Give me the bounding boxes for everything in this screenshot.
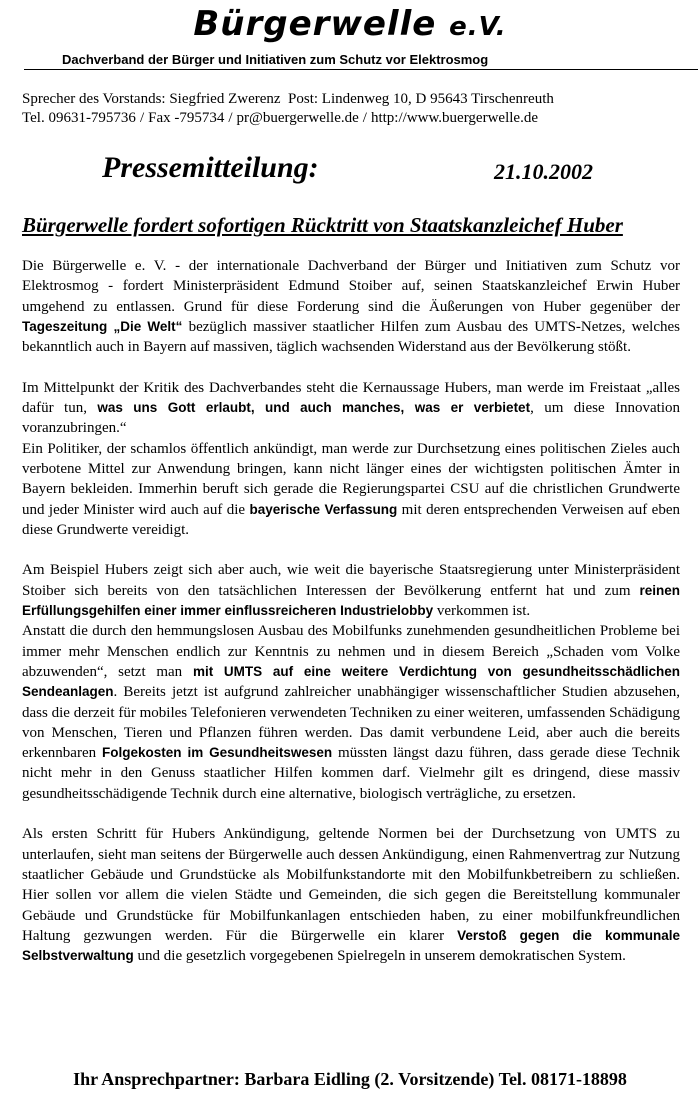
paragraph-text: verkommen ist. [433,603,531,620]
organization-name-text: Bürgerwelle [193,4,437,44]
paragraph-text: Ein Politiker, der schamlos öffentlich ankündigt, man werde zur Durchsetzung eines politischen Zieles auch verbotene Mittel zur Anwendung bringen, kann nicht länger eines der wichtigsten politischen Ämter in Bayern bekleiden. Immerhin beruft sich gerade die Regierungspartei CSU auf die christlichen Grundwerte und jeder Minister wird auch auf die [22,440,680,518]
contact-line-1 [22,89,692,109]
paragraph-text: mit deren entsprechenden Verweisen auf eben diese Grundwerte vereidigt. [22,501,681,538]
separator: / [228,110,233,126]
paragraph-bold: mit UMTS auf eine weitere Verdichtung von gesundheitsschädlichen Sendeanlagen [22,663,680,700]
contact-person-footer: Ihr Ansprechpartner: Barbara Eidling (2. Vorsitzende) Tel. 08171-18898 [73,1069,627,1089]
paragraph-text: Am Beispiel Hubers zeigt sich aber auch, wie weit die bayerische Staatsregierung unter Ministerpräsident Stoiber sich bereits von den tatsächlichen Interessen der Bevölkerung entfernt hat und zum [22,562,680,599]
separator: / [139,110,145,126]
paragraph-6 [22,824,680,966]
paragraph-bold: Folgekosten im Gesundheitswesen [102,745,333,761]
paragraph-text: und die gesetzlich vorgegebenen Spielregeln in unserem demokratischen System. [133,948,626,965]
paragraph-text: Anstatt die durch den hemmungslosen Ausbau des Mobilfunks zunehmenden gesundheitlichen Probleme bei immer mehr Menschen endlich zur Kenntnis zu nehmen und in diesem Bereich „Schaden vom Volke abzuwenden“, setzt man [22,623,680,680]
website-url: http://www.buergerwelle.de [370,110,538,126]
paragraph-2 [22,378,680,439]
paragraph-text: , um diese Innovation voranzubringen.“ [22,400,680,437]
paragraph-bold: Verstoß gegen die kommunale Selbstverwaltung [22,927,680,964]
organization-subtitle: Dachverband der Bürger und Initiativen zum Schutz vor Elektrosmog [62,52,489,67]
spokesperson: Sprecher des Vorstands: Siegfried Zwerenz [22,91,281,107]
paragraph-bold: reinen Erfüllungsgehilfen einer immer einflussreicheren Industrielobby [22,582,680,619]
organization-suffix: e.V. [449,12,507,42]
headline: Bürgerwelle fordert sofortigen Rücktritt von Staatskanzleichef Huber [22,213,623,237]
paragraph-bold: Tageszeitung „Die Welt“ [22,318,183,334]
paragraph-bold: was uns Gott erlaubt, und auch manches, was er verbietet [97,400,531,416]
paragraph-5 [22,621,680,804]
phone-number: Tel. 09631-795736 [22,110,136,126]
email-address: pr@buergerwelle.de [236,110,359,126]
paragraph-text: Als ersten Schritt für Hubers Ankündigung, geltende Normen bei der Durchsetzung von UMTS zu unterlaufen, sieht man seitens der Bürgerwelle auch dessen Ankündigung, einen Rahmenvertrag zur Nutzung staatlicher Gebäude und Grundstücke als Mobilfunkstandorte mit den Mobilfunkbetreibern zu schließen. Hier sollen vor allem die vielen Städte und Gemeinden, die sich gegen die Bereitstellung kommunaler Gebäude und Grundstücke für Mobilfunkanlagen entschieden haben, zu einer mobilfunkfreundlichen Haltung gezwungen werden. Für die Bürgerwelle ein klarer [22,826,680,944]
paragraph-text: Im Mittelpunkt der Kritik des Dachverbandes steht die Kernaussage Hubers, man werde im Freistaat „alles dafür tun, [22,379,680,417]
paragraph-bold: bayerische Verfassung [249,501,398,517]
press-release-title: Pressemitteilung: [102,151,319,184]
header-divider [24,69,698,70]
paragraph-3 [22,439,680,540]
postal-address: Post: Lindenweg 10, D 95643 Tirschenreuth [288,91,554,107]
paragraph-text: Die Bürgerwelle e. V. - der internationale Dachverband der Bürger und Initiativen zum Schutz vor Elektrosmog - fordert Ministerpräsident Edmund Stoiber auf, seinen Staatskanzleichef Erwin Huber umgehend zu entlassen. Grund für diese Forderung sind die Äußerungen von Huber gegenüber der [22,258,680,315]
separator: / [362,110,367,126]
article-body [22,256,680,966]
paragraph-text: bezüglich massiver staatlicher Hilfen zum Ausbau des UMTS-Netzes, welches bekanntlich auch in Bayern auf massiven, täglich wachsenden Widerstand aus der Bevölkerung stößt. [22,318,680,356]
press-release-date: 21.10.2002 [494,159,593,184]
fax-number: Fax -795734 [148,110,225,126]
contact-line-2 [22,108,692,128]
paragraph-text: müssten längst dazu führen, dass gerade diese Technik nicht mehr in den Genuss staatlicher Hilfen kommen darf. Vielmehr gilt es dringend, diese massiv gesundheitsschädigende Technik durch eine alternative, biologisch verträgliche, zu ersetzen. [22,745,680,802]
organization-name [0,4,700,47]
paragraph-text: . Bereits jetzt ist aufgrund zahlreicher unabhängiger wissenschaftlicher Studien abzusehen, dass die derzeit für mobiles Telefonieren verwendeten Techniken zu einer weiteren, umfassenden Schädigung von Menschen, Tieren und Pflanzen führen werden. Das damit verbundene Leid, aber auch die bereits erkennbaren [22,684,680,762]
paragraph-4 [22,560,680,621]
paragraph-1 [22,256,680,357]
